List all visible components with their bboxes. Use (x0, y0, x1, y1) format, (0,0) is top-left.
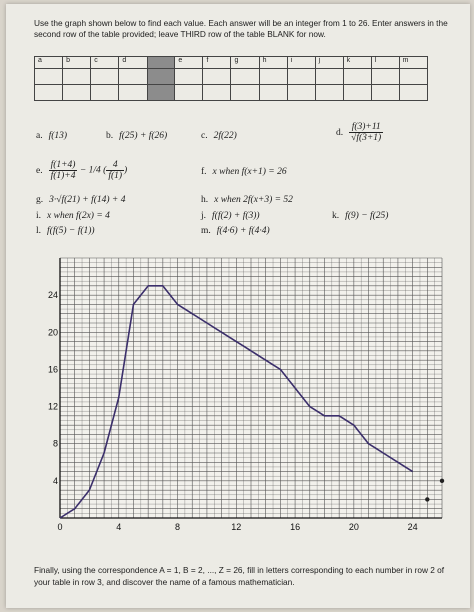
x-tick-label: 8 (175, 522, 181, 532)
problem-c: c. 2f(22) (201, 131, 237, 141)
x-tick-label: 12 (231, 522, 242, 532)
problem-m: m. f(4·6) + f(4·4) (201, 226, 270, 236)
header-cell-d: d (119, 57, 147, 69)
problem-l: l. f(f(5) − f(1)) (36, 226, 95, 236)
header-cell-a: a (35, 57, 63, 69)
header-cell-e: e (175, 57, 203, 69)
instructions: Use the graph shown below to find each value. Each answer will be an integer from 1 to 26. Enter answers in the second row of the table provided; leave THIRD row of the table BLANK for now. (34, 18, 448, 39)
problem-b: b. f(25) + f(26) (106, 131, 168, 141)
header-cell-g: g (231, 57, 259, 69)
header-cell-c: c (91, 57, 119, 69)
header-cell-l: l (371, 57, 399, 69)
isolated-point (440, 479, 444, 483)
problem-d: d. $\frac{f(3)+11}{√f(3+1)}$ (336, 122, 382, 143)
problem-j: j. f(f(2) + f(3)) (201, 211, 260, 221)
header-cell-b: b (63, 57, 91, 69)
problem-e: e. $\frac{f(1+4)}{f(1)+4}$ − 1/4 ( $\frac{4}{f(1)}$ ) (36, 160, 128, 181)
problem-a: a. f(13) (36, 131, 68, 141)
problem-f: f. x when f(x+1) = 26 (201, 167, 287, 177)
header-cell-j: j (315, 57, 343, 69)
header-cell-k: k (343, 57, 371, 69)
y-tick-label: 24 (47, 290, 58, 301)
header-cell-h: h (259, 57, 287, 69)
y-tick-label: 4 (52, 475, 58, 486)
footer-instructions: Finally, using the correspondence A = 1, B = 2, ..., Z = 26, fill in letters corresponding to each number in row 2 of your table in row 3, and discover the name of a famous mathematician. (34, 565, 445, 587)
x-tick-label: 16 (290, 522, 301, 532)
y-tick-label: 12 (47, 401, 58, 412)
problem-k: k. f(9) − f(25) (332, 211, 389, 221)
y-tick-label: 20 (47, 327, 58, 338)
header-cell-i: i (287, 57, 315, 69)
header-cell-m: m (399, 57, 427, 69)
header-cell-f: f (203, 57, 231, 69)
problem-h: h. x when 2f(x+3) = 52 (201, 195, 293, 205)
x-tick-label: 24 (407, 522, 418, 532)
problem-g: g. 3·√f(21) + f(14) + 4 (36, 195, 126, 205)
x-tick-label: 4 (116, 522, 122, 532)
x-tick-label: 20 (348, 522, 359, 532)
isolated-point (425, 497, 429, 501)
x-tick-label: 0 (57, 522, 63, 532)
y-tick-label: 8 (52, 438, 58, 449)
problem-i: i. x when f(2x) = 4 (36, 211, 110, 221)
y-tick-label: 16 (47, 364, 58, 375)
